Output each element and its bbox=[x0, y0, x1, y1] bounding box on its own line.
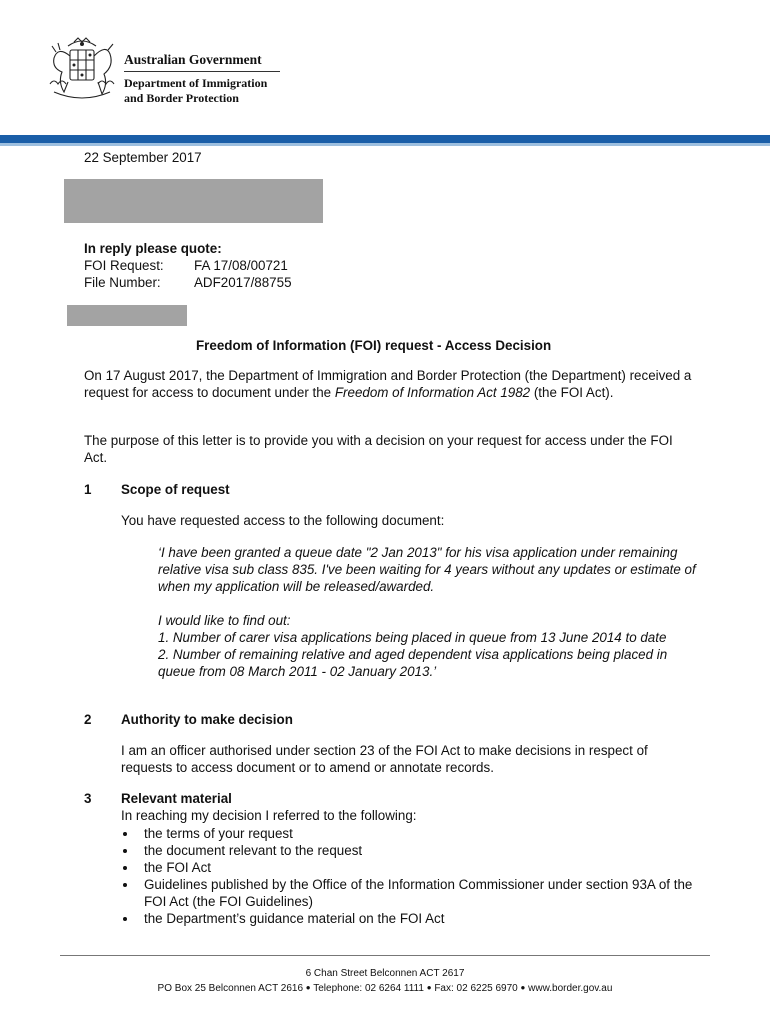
request-quote-1: ‘I have been granted a queue date "2 Jan 2013" for his visa application under remaining relative visa sub class 835. I've been waiting for 4 years without any updates or estimate of when my application will be released/awarded. bbox=[158, 545, 696, 594]
purpose-paragraph: The purpose of this letter is to provide you with a decision on your request for access under the FOI Act. bbox=[84, 433, 673, 465]
section-3-number: 3 bbox=[84, 791, 92, 806]
header-band-dark bbox=[0, 135, 770, 143]
letter-date: 22 September 2017 bbox=[84, 150, 202, 165]
list-item: the FOI Act bbox=[121, 859, 701, 876]
quote-item-2: 2. Number of remaining relative and aged dependent visa applications being placed in queue from 08 March 2011 - 02 January 2013.’ bbox=[158, 647, 668, 679]
bullet-separator-icon: ● bbox=[520, 983, 526, 992]
letter-title: Freedom of Information (FOI) request - Access Decision bbox=[196, 338, 552, 353]
coat-of-arms-icon bbox=[44, 36, 120, 108]
footer-telephone: Telephone: 02 6264 1111 bbox=[313, 983, 424, 994]
file-number-value: ADF2017/88755 bbox=[194, 275, 292, 290]
act-title: Freedom of Information Act 1982 bbox=[334, 385, 531, 400]
bullet-separator-icon: ● bbox=[426, 983, 432, 992]
redacted-salutation bbox=[67, 305, 187, 326]
section-1-body: You have requested access to the following document: bbox=[121, 513, 445, 528]
government-title: Australian Government bbox=[124, 52, 262, 67]
department-name bbox=[124, 76, 324, 106]
file-number-label: File Number: bbox=[84, 275, 161, 290]
section-2-number: 2 bbox=[84, 712, 92, 727]
foi-request-value: FA 17/08/00721 bbox=[194, 258, 288, 273]
quote-line-find-out: I would like to find out: bbox=[158, 613, 291, 628]
reply-heading: In reply please quote: bbox=[84, 241, 222, 256]
foi-request-row bbox=[84, 257, 292, 274]
bullet-separator-icon: ● bbox=[305, 983, 311, 992]
list-item: the document relevant to the request bbox=[121, 842, 701, 859]
reply-reference bbox=[84, 240, 292, 291]
list-item: Guidelines published by the Office of the Information Commissioner under section 93A of the FOI Act (the FOI Guidelines) bbox=[121, 876, 701, 910]
department-line-2: and Border Protection bbox=[124, 91, 239, 105]
file-number-row bbox=[84, 274, 292, 291]
intro-text-2: (the FOI Act). bbox=[530, 385, 614, 400]
redacted-address-block bbox=[64, 179, 323, 223]
footer-fax: Fax: 02 6225 6970 bbox=[434, 983, 518, 994]
list-item: the terms of your request bbox=[121, 825, 701, 842]
footer-contact bbox=[0, 981, 770, 996]
foi-request-label: FOI Request: bbox=[84, 258, 164, 273]
department-line-1: Department of Immigration bbox=[124, 76, 268, 90]
intro-paragraph bbox=[84, 367, 694, 401]
relevant-material-list bbox=[121, 825, 701, 927]
footer-address: 6 Chan Street Belconnen ACT 2617 bbox=[305, 968, 465, 979]
letterhead-divider bbox=[124, 71, 280, 72]
request-quote-2 bbox=[158, 612, 698, 680]
section-2-body: I am an officer authorised under section 23 of the FOI Act to make decisions in respect of requests to access document or to amend or annotate records. bbox=[121, 743, 648, 775]
section-3-intro: In reaching my decision I referred to the following: bbox=[121, 808, 417, 823]
header-band-light bbox=[0, 143, 770, 146]
footer-website-link[interactable]: www.border.gov.au bbox=[528, 983, 613, 994]
section-3-heading: Relevant material bbox=[121, 791, 232, 806]
quote-item-1: 1. Number of carer visa applications being placed in queue from 13 June 2014 to date bbox=[158, 630, 667, 645]
section-2-heading: Authority to make decision bbox=[121, 712, 293, 727]
intro-text-1: On 17 August 2017, the Department of Immigration and Border Protection (the Department) received a request for access to document under the bbox=[84, 368, 692, 400]
section-1-number: 1 bbox=[84, 482, 92, 497]
footer-divider bbox=[60, 955, 710, 956]
footer-po-box: PO Box 25 Belconnen ACT 2616 bbox=[157, 983, 304, 994]
list-item: the Department’s guidance material on the FOI Act bbox=[121, 910, 701, 927]
section-1-heading: Scope of request bbox=[121, 482, 230, 497]
